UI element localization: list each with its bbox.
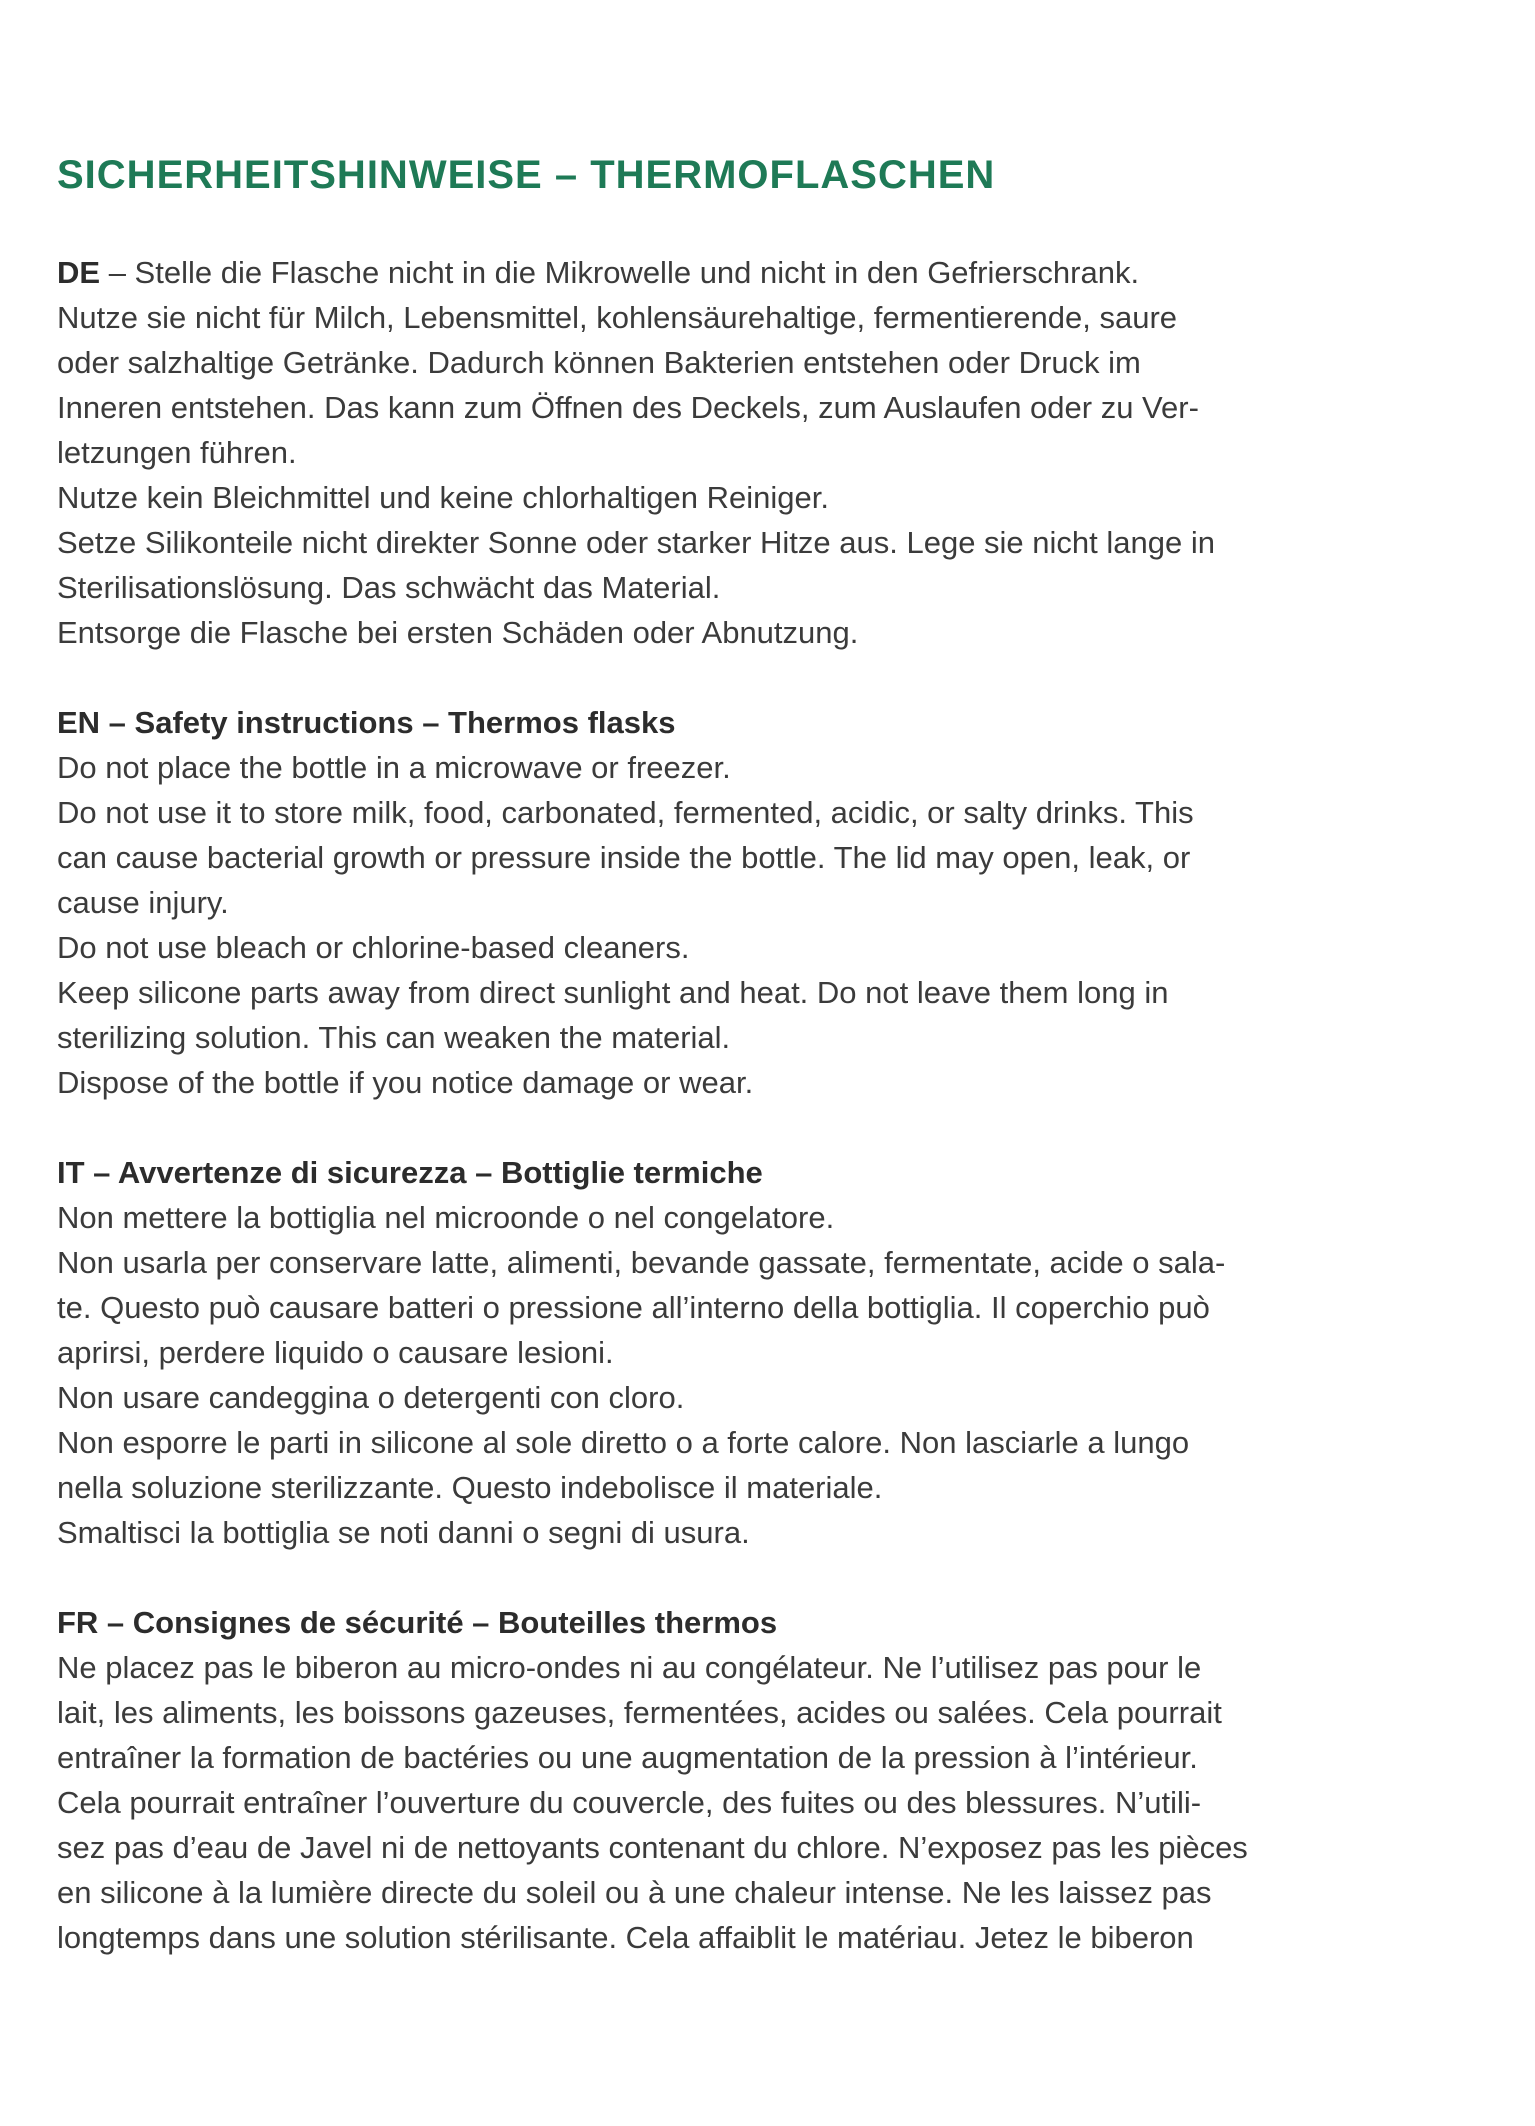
text-line: nella soluzione sterilizzante. Questo indebolisce il materiale.	[57, 1470, 883, 1505]
section-french	[57, 1600, 1480, 1960]
text-line: Setze Silikonteile nicht direkter Sonne oder starker Hitze aus. Lege sie nicht lange in	[57, 525, 1215, 560]
text-line: Cela pourrait entraîner l’ouverture du couvercle, des fuites ou des blessures. N’utili-	[57, 1785, 1202, 1820]
page-title: SICHERHEITSHINWEISE – THERMOFLASCHEN	[57, 153, 996, 197]
text-line: Do not use bleach or chlorine-based cleaners.	[57, 930, 690, 965]
text-line: can cause bacterial growth or pressure inside the bottle. The lid may open, leak, or	[57, 840, 1191, 875]
text-line: sez pas d’eau de Javel ni de nettoyants contenant du chlore. N’exposez pas les pièces	[57, 1830, 1248, 1865]
text-line: Do not place the bottle in a microwave or freezer.	[57, 750, 731, 785]
french-section-heading: FR – Consignes de sécurité – Bouteilles thermos	[57, 1605, 778, 1640]
section-english	[57, 700, 1480, 1105]
text-line: Non usarla per conservare latte, alimenti, bevande gassate, fermentate, acide o sala-	[57, 1245, 1226, 1280]
text-line: Entsorge die Flasche bei ersten Schäden oder Abnutzung.	[57, 615, 859, 650]
text-line: Keep silicone parts away from direct sunlight and heat. Do not leave them long in	[57, 975, 1169, 1010]
text-line: en silicone à la lumière directe du soleil ou à une chaleur intense. Ne les laissez pas	[57, 1875, 1212, 1910]
text-line: Non usare candeggina o detergenti con cloro.	[57, 1380, 685, 1415]
text-line: aprirsi, perdere liquido o causare lesioni.	[57, 1335, 614, 1370]
section-italian	[57, 1150, 1480, 1555]
text-line: Nutze sie nicht für Milch, Lebensmittel, kohlensäurehaltige, fermentierende, saure	[57, 300, 1178, 335]
section-german	[57, 250, 1480, 655]
text-line: Nutze kein Bleichmittel und keine chlorhaltigen Reiniger.	[57, 480, 829, 515]
text-line: Dispose of the bottle if you notice damage or wear.	[57, 1065, 754, 1100]
text-line: longtemps dans une solution stérilisante. Cela affaiblit le matériau. Jetez le biberon	[57, 1920, 1194, 1955]
text-line: Inneren entstehen. Das kann zum Öffnen des Deckels, zum Auslaufen oder zu Ver-	[57, 390, 1199, 425]
text-line: Ne placez pas le biberon au micro-ondes ni au congélateur. Ne l’utilisez pas pour le	[57, 1650, 1202, 1685]
text-line: entraîner la formation de bactéries ou une augmentation de la pression à l’intérieur.	[57, 1740, 1198, 1775]
text-line: cause injury.	[57, 885, 229, 920]
text-line	[57, 250, 1480, 295]
text-line: te. Questo può causare batteri o pressione all’interno della bottiglia. Il coperchio può	[57, 1290, 1210, 1325]
text-line: letzungen führen.	[57, 435, 297, 470]
english-section-heading: EN – Safety instructions – Thermos flasks	[57, 705, 676, 740]
text-line: oder salzhaltige Getränke. Dadurch können Bakterien entstehen oder Druck im	[57, 345, 1141, 380]
german-language-label: DE	[57, 255, 101, 290]
text-line: Do not use it to store milk, food, carbonated, fermented, acidic, or salty drinks. This	[57, 795, 1194, 830]
text-line: Non mettere la bottiglia nel microonde o nel congelatore.	[57, 1200, 835, 1235]
text-line: sterilizing solution. This can weaken the material.	[57, 1020, 731, 1055]
text-line: lait, les aliments, les boissons gazeuses, fermentées, acides ou salées. Cela pourrait	[57, 1695, 1222, 1730]
german-first-line-text: – Stelle die Flasche nicht in die Mikrowelle und nicht in den Gefrierschrank.	[100, 255, 1140, 290]
text-line: Non esporre le parti in silicone al sole diretto o a forte calore. Non lasciarle a lungo	[57, 1425, 1190, 1460]
italian-section-heading: IT – Avvertenze di sicurezza – Bottiglie termiche	[57, 1155, 763, 1190]
text-line: Smaltisci la bottiglia se noti danni o segni di usura.	[57, 1515, 750, 1550]
text-line: Sterilisationslösung. Das schwächt das Material.	[57, 570, 721, 605]
